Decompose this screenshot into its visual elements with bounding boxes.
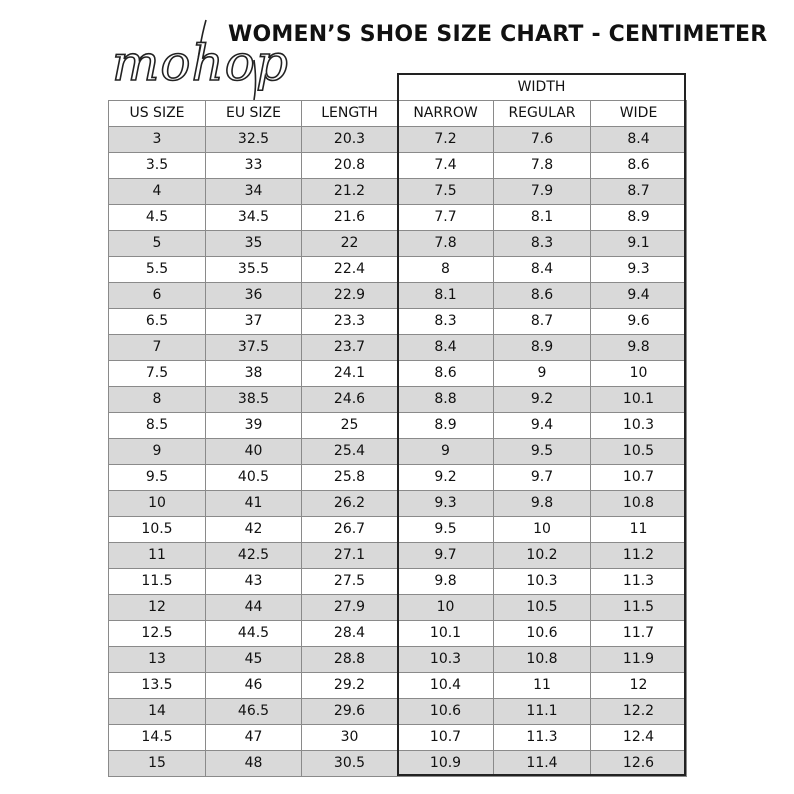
table-cell: 9 [494,361,591,387]
table-cell: 12.2 [591,699,687,725]
table-cell: 20.3 [302,127,398,153]
table-row [109,595,687,621]
table-cell: 9.8 [494,491,591,517]
width-group-label: WIDTH [517,79,566,95]
column-header: LENGTH [302,101,398,127]
table-row [109,491,687,517]
table-cell: 10.5 [591,439,687,465]
table-cell: 22.9 [302,283,398,309]
table-cell: 25 [302,413,398,439]
table-cell: 8.9 [494,335,591,361]
table-cell: 30.5 [302,751,398,777]
table-cell: 12.6 [591,751,687,777]
table-row [109,361,687,387]
table-cell: 11 [591,517,687,543]
table-cell: 9.8 [398,569,494,595]
table-cell: 8 [109,387,206,413]
table-cell: 26.2 [302,491,398,517]
table-row [109,543,687,569]
table-cell: 40.5 [206,465,302,491]
table-cell: 9.6 [591,309,687,335]
table-cell: 6.5 [109,309,206,335]
table-cell: 20.8 [302,153,398,179]
table-cell: 7.9 [494,179,591,205]
table-row [109,647,687,673]
table-cell: 11 [494,673,591,699]
table-cell: 11 [109,543,206,569]
table-cell: 42.5 [206,543,302,569]
table-cell: 39 [206,413,302,439]
table-cell: 47 [206,725,302,751]
header-row [109,101,687,127]
table-cell: 9.3 [591,257,687,283]
table-row [109,569,687,595]
table-cell: 11.4 [494,751,591,777]
table-cell: 45 [206,647,302,673]
table-cell: 3.5 [109,153,206,179]
table-cell: 8.4 [398,335,494,361]
table-cell: 40 [206,439,302,465]
table-cell: 42 [206,517,302,543]
table-cell: 9 [398,439,494,465]
table-cell: 24.1 [302,361,398,387]
table-cell: 41 [206,491,302,517]
table-row [109,621,687,647]
table-cell: 46.5 [206,699,302,725]
table-row [109,205,687,231]
table-cell: 7.8 [494,153,591,179]
table-cell: 7.8 [398,231,494,257]
table-cell: 33 [206,153,302,179]
table-cell: 8.6 [494,283,591,309]
table-cell: 5.5 [109,257,206,283]
table-cell: 25.4 [302,439,398,465]
table-cell: 8.6 [398,361,494,387]
table-cell: 10.3 [398,647,494,673]
table-cell: 6 [109,283,206,309]
table-cell: 28.8 [302,647,398,673]
table-cell: 8.3 [398,309,494,335]
table-cell: 44.5 [206,621,302,647]
table-cell: 34.5 [206,205,302,231]
table-cell: 7.6 [494,127,591,153]
table-row [109,257,687,283]
table-cell: 10 [398,595,494,621]
column-header: REGULAR [494,101,591,127]
table-cell: 10.8 [494,647,591,673]
table-cell: 27.9 [302,595,398,621]
table-cell: 5 [109,231,206,257]
table-cell: 9.2 [398,465,494,491]
table-cell: 10.6 [398,699,494,725]
table-cell: 26.7 [302,517,398,543]
table-cell: 9.1 [591,231,687,257]
table-cell: 9.7 [398,543,494,569]
table-cell: 11.1 [494,699,591,725]
table-cell: 9.3 [398,491,494,517]
table-cell: 14.5 [109,725,206,751]
table-cell: 37 [206,309,302,335]
table-row [109,387,687,413]
table-cell: 12 [109,595,206,621]
table-cell: 8.9 [591,205,687,231]
table-cell: 8.1 [494,205,591,231]
table-cell: 8 [398,257,494,283]
table-cell: 36 [206,283,302,309]
table-cell: 8.9 [398,413,494,439]
table-cell: 23.7 [302,335,398,361]
table-cell: 27.5 [302,569,398,595]
table-cell: 10.4 [398,673,494,699]
table-row [109,751,687,777]
table-cell: 28.4 [302,621,398,647]
table-cell: 10.3 [494,569,591,595]
table-cell: 8.6 [591,153,687,179]
table-row [109,725,687,751]
table-cell: 11.3 [494,725,591,751]
table-cell: 11.3 [591,569,687,595]
table-cell: 10.5 [494,595,591,621]
table-cell: 13 [109,647,206,673]
table-cell: 46 [206,673,302,699]
table-cell: 35 [206,231,302,257]
table-row [109,413,687,439]
table-row [109,127,687,153]
table-cell: 27.1 [302,543,398,569]
table-cell: 15 [109,751,206,777]
table-cell: 9.5 [109,465,206,491]
table-cell: 10.9 [398,751,494,777]
table-cell: 8.4 [494,257,591,283]
table-cell: 14 [109,699,206,725]
table-cell: 9.4 [494,413,591,439]
table-cell: 7.7 [398,205,494,231]
table-row [109,153,687,179]
table-cell: 10.1 [591,387,687,413]
table-cell: 10 [494,517,591,543]
table-cell: 8.7 [591,179,687,205]
table-cell: 22.4 [302,257,398,283]
table-row [109,699,687,725]
table-cell: 43 [206,569,302,595]
table-cell: 37.5 [206,335,302,361]
table-cell: 30 [302,725,398,751]
table-cell: 38 [206,361,302,387]
table-cell: 38.5 [206,387,302,413]
table-cell: 11.5 [109,569,206,595]
table-cell: 21.2 [302,179,398,205]
table-cell: 7.5 [109,361,206,387]
table-cell: 22 [302,231,398,257]
table-cell: 12.5 [109,621,206,647]
table-row [109,179,687,205]
table-cell: 10.7 [398,725,494,751]
table-cell: 8.4 [591,127,687,153]
table-cell: 10.7 [591,465,687,491]
table-cell: 10 [109,491,206,517]
table-cell: 10.8 [591,491,687,517]
table-cell: 4.5 [109,205,206,231]
column-header: US SIZE [109,101,206,127]
table-cell: 35.5 [206,257,302,283]
table-cell: 10.5 [109,517,206,543]
table-cell: 9.8 [591,335,687,361]
table-cell: 44 [206,595,302,621]
table-cell: 11.5 [591,595,687,621]
table-cell: 10.6 [494,621,591,647]
table-cell: 9.4 [591,283,687,309]
table-cell: 8.8 [398,387,494,413]
table-row [109,439,687,465]
table-row [109,673,687,699]
table-row [109,231,687,257]
table-cell: 8.3 [494,231,591,257]
table-cell: 4 [109,179,206,205]
table-cell: 10.2 [494,543,591,569]
size-chart-table [108,100,687,777]
table-cell: 10.3 [591,413,687,439]
table-cell: 3 [109,127,206,153]
table-row [109,283,687,309]
table-cell: 24.6 [302,387,398,413]
table-cell: 34 [206,179,302,205]
column-header: NARROW [398,101,494,127]
table-cell: 21.6 [302,205,398,231]
table-cell: 10 [591,361,687,387]
table-row [109,517,687,543]
column-header: EU SIZE [206,101,302,127]
table-cell: 11.2 [591,543,687,569]
table-cell: 7.2 [398,127,494,153]
table-cell: 7.4 [398,153,494,179]
table-cell: 9.7 [494,465,591,491]
table-cell: 9.5 [398,517,494,543]
table-cell: 48 [206,751,302,777]
table-cell: 9.5 [494,439,591,465]
table-cell: 32.5 [206,127,302,153]
table-cell: 13.5 [109,673,206,699]
table-cell: 11.9 [591,647,687,673]
table-row [109,465,687,491]
table-cell: 25.8 [302,465,398,491]
table-cell: 9.2 [494,387,591,413]
logo-text: mohop [112,34,289,92]
table-cell: 8.1 [398,283,494,309]
table-cell: 8.7 [494,309,591,335]
column-header: WIDE [591,101,687,127]
table-cell: 9 [109,439,206,465]
table-row [109,309,687,335]
table-cell: 7 [109,335,206,361]
table-cell: 10.1 [398,621,494,647]
table-cell: 8.5 [109,413,206,439]
table-cell: 23.3 [302,309,398,335]
table-cell: 7.5 [398,179,494,205]
size-rows [109,127,687,777]
table-cell: 11.7 [591,621,687,647]
table-cell: 29.6 [302,699,398,725]
page-title: WOMEN’S SHOE SIZE CHART - CENTIMETER [228,22,768,47]
table-cell: 29.2 [302,673,398,699]
table-cell: 12.4 [591,725,687,751]
table-cell: 12 [591,673,687,699]
table-row [109,335,687,361]
